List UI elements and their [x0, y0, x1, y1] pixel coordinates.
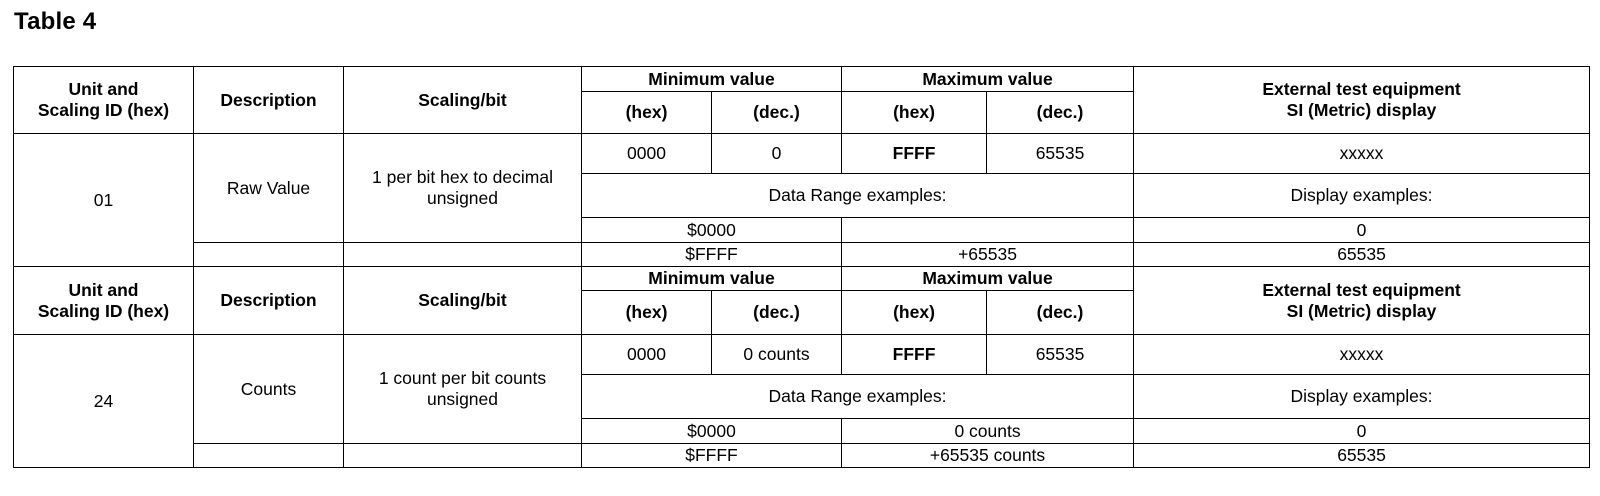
description-cell: Counts	[194, 335, 344, 444]
table-row	[14, 444, 1590, 468]
min-hex-cell: 0000	[582, 335, 712, 375]
min-dec-header: (dec.)	[712, 92, 842, 134]
example-display-cell: 0	[1134, 218, 1590, 243]
unit-id-header-line1: Unit and	[68, 79, 139, 99]
unit-id-header-line2: Scaling ID (hex)	[37, 100, 170, 120]
example-dec-cell: 0 counts	[842, 419, 1134, 444]
unit-id-cell: 01	[14, 134, 194, 267]
external-header-line2: SI (Metric) display	[1286, 300, 1437, 321]
max-value-header: Maximum value	[842, 67, 1134, 92]
example-display-cell: 65535	[1134, 444, 1590, 468]
display-examples-label: Display examples:	[1134, 174, 1590, 218]
unit-id-cell: 24	[14, 335, 194, 468]
min-value-header: Minimum value	[582, 267, 842, 291]
example-display-cell: 0	[1134, 419, 1590, 444]
scaling-line2: unsigned	[426, 188, 499, 208]
unit-id-header	[14, 67, 194, 134]
scaling-header: Scaling/bit	[344, 267, 582, 335]
data-range-label: Data Range examples:	[582, 375, 1134, 419]
example-dec-cell: +65535	[842, 243, 1134, 267]
min-value-header: Minimum value	[582, 67, 842, 92]
table-row	[14, 335, 1590, 375]
description-cell: Raw Value	[194, 134, 344, 243]
example-display-cell: 65535	[1134, 243, 1590, 267]
min-dec-cell: 0	[712, 134, 842, 174]
header-row	[14, 67, 1590, 92]
min-dec-cell: 0 counts	[712, 335, 842, 375]
min-hex-cell: 0000	[582, 134, 712, 174]
example-hex-cell: $0000	[582, 419, 842, 444]
empty-cell	[344, 444, 582, 468]
unit-id-header-line2: Scaling ID (hex)	[37, 300, 170, 321]
data-range-label: Data Range examples:	[582, 174, 1134, 218]
description-header: Description	[194, 67, 344, 134]
max-hex-header: (hex)	[842, 92, 987, 134]
max-dec-header: (dec.)	[987, 291, 1134, 335]
max-hex-header: (hex)	[842, 291, 987, 335]
unit-id-header-line1: Unit and	[68, 279, 139, 300]
empty-cell	[344, 243, 582, 267]
max-dec-header: (dec.)	[987, 92, 1134, 134]
scaling-line1: 1 count per bit counts	[378, 368, 547, 388]
min-hex-header: (hex)	[582, 92, 712, 134]
max-value-header: Maximum value	[842, 267, 1134, 291]
empty-cell	[194, 444, 344, 468]
scaling-line1: 1 per bit hex to decimal	[372, 167, 553, 187]
description-header: Description	[194, 267, 344, 335]
max-dec-cell: 65535	[987, 134, 1134, 174]
display-cell: xxxxx	[1134, 134, 1590, 174]
page-title: Table 4	[14, 8, 97, 35]
example-dec-cell	[842, 218, 1134, 243]
example-hex-cell: $FFFF	[582, 243, 842, 267]
table-row	[14, 134, 1590, 174]
min-dec-header: (dec.)	[712, 291, 842, 335]
external-header-line2: SI (Metric) display	[1286, 100, 1437, 120]
max-hex-cell: FFFF	[842, 335, 987, 375]
display-cell: xxxxx	[1134, 335, 1590, 375]
example-dec-cell: +65535 counts	[842, 444, 1134, 468]
min-hex-header: (hex)	[582, 291, 712, 335]
table-row	[14, 243, 1590, 267]
scaling-line2: unsigned	[426, 389, 499, 409]
empty-cell	[194, 243, 344, 267]
external-display-header	[1134, 67, 1590, 134]
scaling-table	[13, 66, 1590, 468]
max-hex-cell: FFFF	[842, 134, 987, 174]
scaling-cell	[344, 134, 582, 243]
scaling-header: Scaling/bit	[344, 67, 582, 134]
example-hex-cell: $0000	[582, 218, 842, 243]
display-examples-label: Display examples:	[1134, 375, 1590, 419]
external-header-line1: External test equipment	[1262, 79, 1461, 99]
unit-id-header	[14, 267, 194, 335]
example-hex-cell: $FFFF	[582, 444, 842, 468]
scaling-cell	[344, 335, 582, 444]
external-display-header	[1134, 267, 1590, 335]
external-header-line1: External test equipment	[1262, 279, 1461, 300]
max-dec-cell: 65535	[987, 335, 1134, 375]
header-row	[14, 267, 1590, 291]
